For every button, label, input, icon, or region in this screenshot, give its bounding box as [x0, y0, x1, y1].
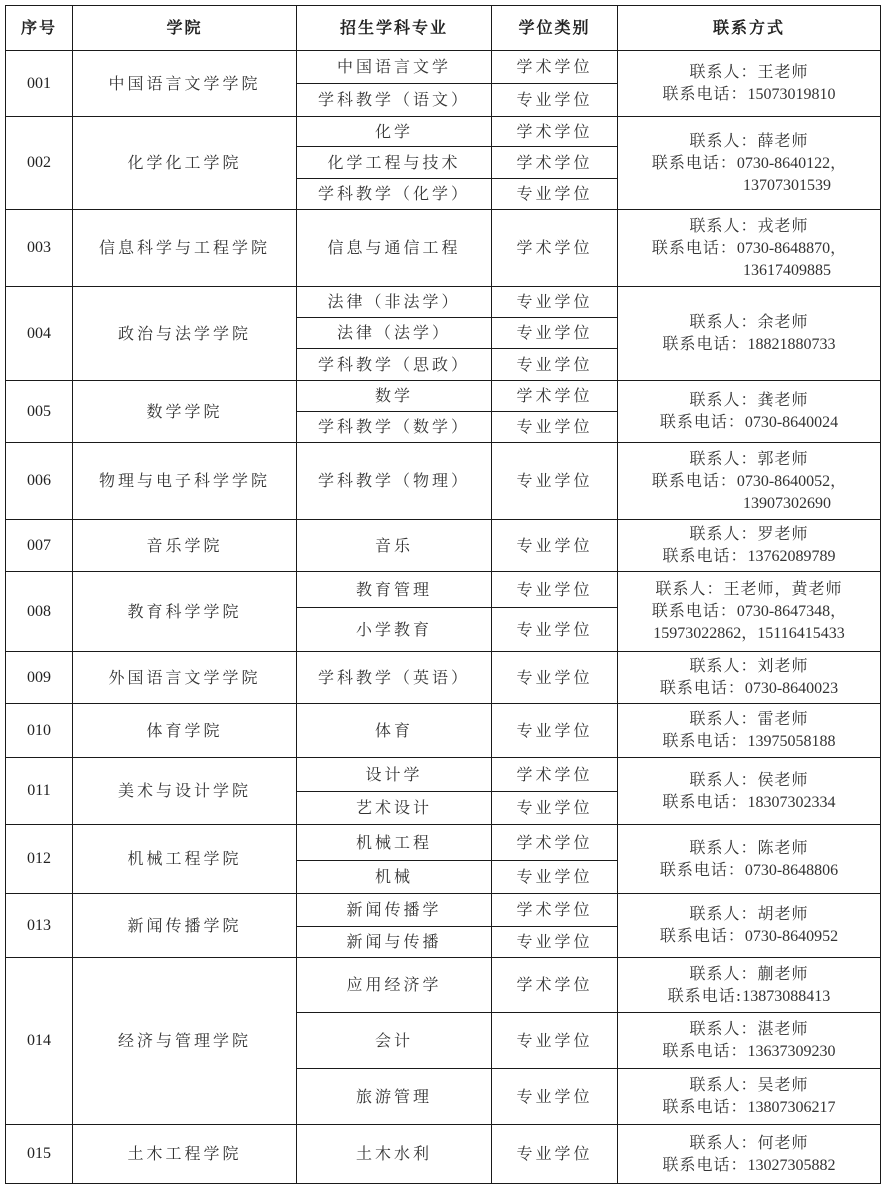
contact-person-label: 联系人： [689, 1132, 758, 1152]
contact-phone-label: 联系电话： [659, 412, 745, 431]
seq-cell: 009 [6, 652, 73, 704]
contact-person [618, 1132, 880, 1154]
contact-phone [618, 1154, 880, 1177]
contact-person-name: 侯老师 [757, 769, 809, 789]
contact-phone [618, 152, 880, 175]
table-row [6, 652, 881, 704]
contact-cell [618, 652, 881, 704]
contact-cell [618, 572, 881, 652]
contact-phone-number: 0730-8640023 [744, 680, 839, 697]
contact-person-label: 联系人： [689, 1075, 758, 1094]
contact-person-name: 余老师 [757, 312, 809, 331]
college-cell: 外国语言文学学院 [73, 652, 297, 704]
contact-person-name: 王老师 [757, 62, 809, 81]
contact-cell [618, 1013, 881, 1069]
major-cell: 土木水利 [297, 1125, 492, 1184]
seq-cell: 010 [6, 704, 73, 758]
seq-cell: 004 [6, 287, 73, 381]
seq-cell: 008 [6, 572, 73, 652]
contact-phone-number: 0730-8648870， [736, 239, 847, 257]
college-cell: 政治与法学学院 [73, 287, 297, 381]
contact-person-label: 联系人： [689, 524, 758, 543]
contact-person-name: 罗老师 [757, 524, 809, 543]
seq-cell: 012 [6, 825, 73, 894]
table-row [6, 572, 881, 608]
degree-cell: 专业学位 [492, 443, 618, 520]
contact-phone-label: 联系电话： [651, 237, 737, 257]
contact-person-name: 雷老师 [757, 709, 809, 728]
admissions-table [5, 5, 881, 1184]
major-cell: 机械工程 [297, 825, 492, 861]
contact-person [618, 963, 880, 985]
contact-person-name: 王老师，黄老师 [723, 579, 843, 598]
major-cell: 信息与通信工程 [297, 210, 492, 287]
contact-person-label: 联系人： [689, 1019, 758, 1038]
contact-phone-number: 0730-8640122， [736, 154, 847, 172]
contact-person-name: 吴老师 [757, 1075, 809, 1094]
contact-phone-label: 联系电话： [662, 84, 748, 103]
contact-phone-extra: 13907302690 [743, 494, 831, 512]
degree-cell: 学术学位 [492, 958, 618, 1013]
contact-person [618, 523, 880, 545]
contact-person [618, 655, 880, 677]
degree-cell: 专业学位 [492, 1069, 618, 1125]
contact-phone-extra: 15973022862，15116415433 [653, 625, 845, 642]
contact-person-name: 薛老师 [757, 130, 809, 150]
major-cell: 教育管理 [297, 572, 492, 608]
contact-phone [618, 545, 880, 568]
contact-phone-number: 0730-8640952 [744, 928, 839, 945]
contact-person-label: 联系人： [689, 904, 758, 923]
contact-phone [618, 985, 880, 1008]
degree-cell: 学术学位 [492, 381, 618, 412]
contact-cell [618, 958, 881, 1013]
contact-person [618, 578, 880, 600]
contact-cell [618, 825, 881, 894]
contact-person [618, 61, 880, 83]
table-row [6, 51, 881, 84]
header-seq: 序号 [6, 6, 73, 51]
table-row [6, 894, 881, 927]
seq-cell: 006 [6, 443, 73, 520]
degree-cell: 专业学位 [492, 412, 618, 443]
major-cell: 设计学 [297, 758, 492, 792]
contact-phone-number: 0730-8648806 [744, 861, 839, 879]
major-cell: 体育 [297, 704, 492, 758]
contact-cell [618, 520, 881, 572]
degree-cell: 专业学位 [492, 287, 618, 318]
contact-phone [618, 859, 880, 882]
college-cell: 美术与设计学院 [73, 758, 297, 825]
major-cell: 法律（法学） [297, 318, 492, 349]
contact-phone-number: 13975058188 [747, 733, 836, 750]
contact-person [618, 1018, 880, 1040]
table-row [6, 443, 881, 520]
contact-person [618, 215, 880, 237]
contact-phone-label: 联系电话： [662, 1154, 748, 1174]
seq-cell: 013 [6, 894, 73, 958]
contact-person-label: 联系人： [689, 312, 758, 331]
major-cell: 学科教学（化学） [297, 179, 492, 210]
major-cell: 化学工程与技术 [297, 147, 492, 179]
table-row [6, 117, 881, 147]
contact-cell [618, 51, 881, 117]
degree-cell: 专业学位 [492, 704, 618, 758]
degree-cell: 专业学位 [492, 652, 618, 704]
contact-phone [618, 600, 880, 623]
contact-person-name: 戎老师 [757, 215, 809, 235]
table-row [6, 210, 881, 287]
header-row [6, 6, 881, 51]
contact-phone-number: 0730-8640052， [736, 472, 847, 490]
major-cell: 音乐 [297, 520, 492, 572]
contact-phone-number: 0730-8640024 [744, 414, 839, 431]
contact-cell [618, 758, 881, 825]
degree-cell: 专业学位 [492, 179, 618, 210]
contact-phone-extra: 13617409885 [743, 261, 831, 279]
contact-person-label: 联系人： [689, 709, 758, 728]
college-cell: 信息科学与工程学院 [73, 210, 297, 287]
college-cell: 新闻传播学院 [73, 894, 297, 958]
degree-cell: 专业学位 [492, 608, 618, 652]
contact-person-name: 胡老师 [757, 904, 809, 923]
seq-cell: 005 [6, 381, 73, 443]
header-major: 招生学科专业 [297, 6, 492, 51]
degree-cell: 专业学位 [492, 572, 618, 608]
contact-phone-label: 联系电话： [662, 731, 748, 750]
table-row [6, 520, 881, 572]
seq-cell: 007 [6, 520, 73, 572]
major-cell: 化学 [297, 117, 492, 147]
contact-person [618, 130, 880, 152]
degree-cell: 专业学位 [492, 927, 618, 958]
contact-phone-label: 联系电话： [662, 1041, 748, 1060]
contact-phone [618, 1096, 880, 1119]
college-cell: 化学化工学院 [73, 117, 297, 210]
contact-phone-number: 15073019810 [747, 86, 836, 103]
college-cell: 音乐学院 [73, 520, 297, 572]
contact-cell [618, 443, 881, 520]
degree-cell: 学术学位 [492, 758, 618, 792]
degree-cell: 学术学位 [492, 825, 618, 861]
major-cell: 学科教学（数学） [297, 412, 492, 443]
contact-person-name: 蒯老师 [757, 963, 809, 983]
contact-phone-label: 联系电话： [651, 152, 737, 172]
contact-phone-label: 联系电话： [659, 926, 745, 945]
contact-person-label: 联系人： [689, 963, 758, 983]
contact-phone [618, 333, 880, 356]
major-cell: 新闻与传播 [297, 927, 492, 958]
degree-cell: 专业学位 [492, 861, 618, 894]
major-cell: 新闻传播学 [297, 894, 492, 927]
table-row [6, 758, 881, 792]
contact-person [618, 769, 880, 791]
contact-cell [618, 287, 881, 381]
major-cell: 中国语言文学 [297, 51, 492, 84]
contact-person-label: 联系人： [655, 579, 724, 598]
major-cell: 机械 [297, 861, 492, 894]
degree-cell: 学术学位 [492, 117, 618, 147]
degree-cell: 专业学位 [492, 318, 618, 349]
contact-person-label: 联系人： [689, 448, 758, 468]
contact-phone-number: 13873088413 [742, 987, 831, 1005]
contact-person-name: 湛老师 [757, 1019, 809, 1038]
degree-cell: 学术学位 [492, 894, 618, 927]
degree-cell: 专业学位 [492, 1125, 618, 1184]
contact-phone-label: 联系电话： [659, 859, 745, 879]
contact-phone [618, 411, 880, 434]
degree-cell: 学术学位 [492, 147, 618, 179]
contact-person [618, 903, 880, 925]
contact-person [618, 1074, 880, 1096]
college-cell: 教育科学学院 [73, 572, 297, 652]
contact-cell [618, 704, 881, 758]
contact-phone-label: 联系电话： [662, 791, 748, 811]
contact-cell [618, 381, 881, 443]
table-row [6, 704, 881, 758]
degree-cell: 专业学位 [492, 520, 618, 572]
contact-phone [618, 730, 880, 753]
contact-person-label: 联系人： [689, 62, 758, 81]
major-cell: 艺术设计 [297, 792, 492, 825]
contact-person-name: 龚老师 [757, 390, 809, 409]
contact-phone-number: 13807306217 [747, 1099, 836, 1116]
seq-cell: 002 [6, 117, 73, 210]
contact-person-label: 联系人： [689, 215, 758, 235]
contact-phone-number: 13762089789 [747, 548, 836, 565]
contact-phone [618, 83, 880, 106]
contact-phone [618, 791, 880, 814]
major-cell: 学科教学（物理） [297, 443, 492, 520]
degree-cell: 专业学位 [492, 349, 618, 381]
college-cell: 物理与电子科学学院 [73, 443, 297, 520]
degree-cell: 学术学位 [492, 210, 618, 287]
contact-phone [618, 470, 880, 493]
contact-person [618, 311, 880, 333]
contact-person [618, 389, 880, 411]
major-cell: 法律（非法学） [297, 287, 492, 318]
seq-cell: 014 [6, 958, 73, 1125]
header-degree: 学位类别 [492, 6, 618, 51]
contact-cell [618, 210, 881, 287]
seq-cell: 003 [6, 210, 73, 287]
table-row [6, 1125, 881, 1184]
contact-cell [618, 1069, 881, 1125]
contact-cell [618, 894, 881, 958]
table-row [6, 381, 881, 412]
contact-person-name: 郭老师 [757, 448, 809, 468]
contact-phone-label: 联系电话： [662, 1097, 748, 1116]
degree-cell: 专业学位 [492, 84, 618, 117]
contact-person-label: 联系人： [689, 769, 758, 789]
major-cell: 学科教学（思政） [297, 349, 492, 381]
contact-phone-label: 联系电话： [651, 470, 737, 490]
table-row [6, 825, 881, 861]
college-cell: 体育学院 [73, 704, 297, 758]
college-cell: 经济与管理学院 [73, 958, 297, 1125]
contact-phone [618, 237, 880, 260]
degree-cell: 专业学位 [492, 792, 618, 825]
contact-person-label: 联系人： [689, 656, 758, 675]
contact-person-name: 刘老师 [757, 656, 809, 675]
contact-person-label: 联系人： [689, 390, 758, 409]
contact-person [618, 708, 880, 730]
college-cell: 土木工程学院 [73, 1125, 297, 1184]
contact-phone-label: 联系电话： [651, 601, 737, 620]
contact-phone [618, 677, 880, 700]
contact-person [618, 837, 880, 859]
contact-person-label: 联系人： [689, 837, 758, 857]
major-cell: 数学 [297, 381, 492, 412]
seq-cell: 001 [6, 51, 73, 117]
contact-phone-label: 联系电话： [659, 678, 745, 697]
contact-phone-number: 13027305882 [747, 1156, 836, 1174]
table-row [6, 287, 881, 318]
contact-person [618, 448, 880, 470]
major-cell: 小学教育 [297, 608, 492, 652]
contact-cell [618, 1125, 881, 1184]
college-cell: 机械工程学院 [73, 825, 297, 894]
contact-person-label: 联系人： [689, 130, 758, 150]
table-row [6, 958, 881, 1013]
contact-phone-label: 联系电话： [662, 546, 748, 565]
major-cell: 旅游管理 [297, 1069, 492, 1125]
major-cell: 学科教学（语文） [297, 84, 492, 117]
contact-person-name: 陈老师 [757, 837, 809, 857]
header-college: 学院 [73, 6, 297, 51]
college-cell: 数学学院 [73, 381, 297, 443]
major-cell: 应用经济学 [297, 958, 492, 1013]
college-cell: 中国语言文学学院 [73, 51, 297, 117]
contact-phone-label: 联系电话： [662, 334, 748, 353]
seq-cell: 011 [6, 758, 73, 825]
contact-person-name: 何老师 [757, 1132, 809, 1152]
contact-phone-number: 18307302334 [747, 793, 836, 811]
contact-phone-label: 联系电话: [667, 985, 743, 1005]
major-cell: 会计 [297, 1013, 492, 1069]
contact-phone [618, 925, 880, 948]
contact-phone-extra: 13707301539 [743, 176, 831, 194]
contact-phone [618, 1040, 880, 1063]
contact-cell [618, 117, 881, 210]
seq-cell: 015 [6, 1125, 73, 1184]
header-contact: 联系方式 [618, 6, 881, 51]
contact-phone-number: 18821880733 [747, 336, 836, 353]
major-cell: 学科教学（英语） [297, 652, 492, 704]
degree-cell: 学术学位 [492, 51, 618, 84]
contact-phone-number: 0730-8647348， [736, 603, 847, 620]
degree-cell: 专业学位 [492, 1013, 618, 1069]
contact-phone-number: 13637309230 [747, 1043, 836, 1060]
